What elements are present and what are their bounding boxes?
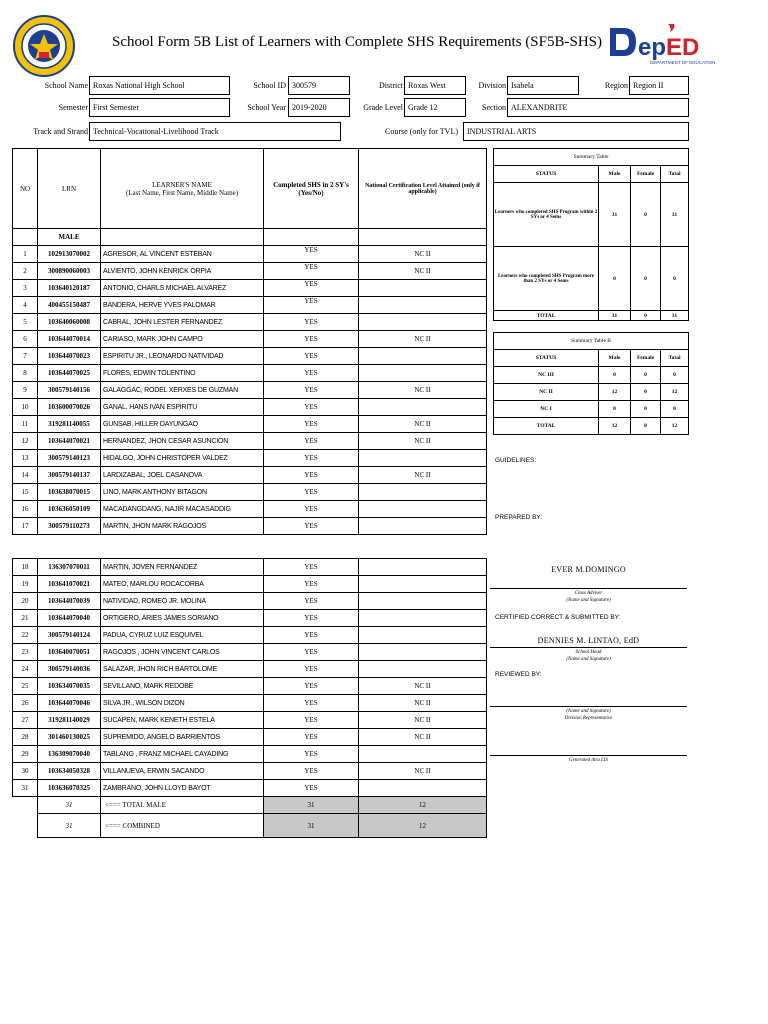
row-learner-name: ZAMBRANO, JOHN LLOYD BAYOT xyxy=(101,780,264,797)
col-name-line1: LEARNER'S NAME xyxy=(152,180,212,189)
row-completed: YES xyxy=(264,780,359,797)
row-learner-name: SALAZAR, JHON RICH BARTOLOME xyxy=(101,661,264,678)
row-lrn: 300579140156 xyxy=(38,382,101,399)
row-nc-level: NC II xyxy=(359,678,487,695)
table-row xyxy=(13,780,487,797)
summary-b-status-header: STATUS xyxy=(494,350,599,367)
division-field: Isabela xyxy=(507,76,579,95)
row-nc-level: NC II xyxy=(359,729,487,746)
guidelines-label: GUIDELINES: xyxy=(495,457,537,464)
table-row xyxy=(13,297,487,314)
row-completed: YES xyxy=(264,518,359,535)
school-head-sub: (Name and Signature) xyxy=(566,657,611,662)
row-completed: YES xyxy=(264,348,359,365)
row-nc-level: NC II xyxy=(359,246,487,263)
summary-a-row-male: 31 xyxy=(599,183,631,247)
table-row xyxy=(13,501,487,518)
table-row xyxy=(13,331,487,348)
section-label: Section xyxy=(482,103,506,112)
svg-text:ep: ep xyxy=(638,34,667,61)
row-no: 4 xyxy=(13,297,38,314)
row-learner-name: ANTONIO, CHARLS MICHAEL ALVAREZ xyxy=(101,280,264,297)
row-completed: YES xyxy=(264,678,359,695)
row-completed: YES xyxy=(264,484,359,501)
row-lrn: 103644070046 xyxy=(38,695,101,712)
row-nc-level xyxy=(359,576,487,593)
row-nc-level xyxy=(359,399,487,416)
row-nc-level xyxy=(359,593,487,610)
row-no: 16 xyxy=(13,501,38,518)
table-row xyxy=(13,467,487,484)
school-year-field: 2019-2020 xyxy=(288,98,350,117)
row-completed: YES xyxy=(264,593,359,610)
row-nc-level xyxy=(359,280,487,297)
summary-b-male-header: Male xyxy=(599,350,631,367)
certified-label: CERTIFIED CORRECT & SUBMITTED BY: xyxy=(495,614,621,621)
row-nc-level xyxy=(359,627,487,644)
table-row xyxy=(13,399,487,416)
summary-b-row-male: 0 xyxy=(599,401,631,418)
combined-label: <=== COMBINED xyxy=(101,814,264,838)
table-row xyxy=(13,263,487,280)
row-completed: YES xyxy=(264,610,359,627)
row-no: 6 xyxy=(13,331,38,348)
summary-table-a xyxy=(493,148,689,321)
row-nc-level xyxy=(359,348,487,365)
row-no: 13 xyxy=(13,450,38,467)
row-nc-level: NC II xyxy=(359,416,487,433)
row-learner-name: HERNANDEZ, JHON CESAR ASUNCION xyxy=(101,433,264,450)
deped-logo-icon xyxy=(606,22,716,66)
row-learner-name: HIDALGO, JOHN CHRISTOPER VALDEZ xyxy=(101,450,264,467)
deped-seal-icon xyxy=(12,14,76,78)
row-completed: YES xyxy=(264,331,359,348)
row-lrn: 103644070040 xyxy=(38,610,101,627)
row-no: 17 xyxy=(13,518,38,535)
course-field: INDUSTRIAL ARTS xyxy=(463,122,689,141)
row-completed: YES xyxy=(264,695,359,712)
row-lrn: 319281140029 xyxy=(38,712,101,729)
row-lrn: 319281140055 xyxy=(38,416,101,433)
school-year-label: School Year xyxy=(247,103,286,112)
school-id-field: 300579 xyxy=(288,76,350,95)
row-completed: YES xyxy=(264,467,359,484)
row-nc-level xyxy=(359,365,487,382)
grade-level-field: Grade 12 xyxy=(404,98,466,117)
row-learner-name: AGRESOR, AL VINCENT ESTEBAN xyxy=(101,246,264,263)
row-learner-name: TABLANG , FRANZ MICHAEL CAYADING xyxy=(101,746,264,763)
row-completed: YES xyxy=(264,399,359,416)
row-no: 10 xyxy=(13,399,38,416)
row-learner-name: LINO, MARK ANTHONY BITAGON xyxy=(101,484,264,501)
school-name-label: School Name xyxy=(44,81,88,90)
division-rep-signature-line xyxy=(490,706,687,707)
semester-field: First Semester xyxy=(89,98,230,117)
table-row xyxy=(13,484,487,501)
row-learner-name: CARIASO, MARK JOHN CAMPO xyxy=(101,331,264,348)
row-no: 21 xyxy=(13,610,38,627)
learners-table xyxy=(12,148,487,535)
summary-a-row-female: 0 xyxy=(631,183,661,247)
row-lrn: 103638070015 xyxy=(38,484,101,501)
row-nc-level xyxy=(359,559,487,576)
row-lrn: 102913070002 xyxy=(38,246,101,263)
summary-table-b xyxy=(493,332,689,435)
table-row xyxy=(13,314,487,331)
adviser-signature-line xyxy=(490,588,687,589)
table-row xyxy=(13,348,487,365)
row-lrn: 136309070040 xyxy=(38,746,101,763)
row-no: 20 xyxy=(13,593,38,610)
row-lrn: 103644070025 xyxy=(38,365,101,382)
row-no: 27 xyxy=(13,712,38,729)
row-no: 1 xyxy=(13,246,38,263)
school-head-signature-line xyxy=(490,647,687,648)
division-rep-role: Division Representative xyxy=(564,716,613,721)
district-field: Roxas West xyxy=(404,76,466,95)
row-lrn: 103640120187 xyxy=(38,280,101,297)
row-no: 12 xyxy=(13,433,38,450)
summary-a-total-label: TOTAL xyxy=(494,311,599,321)
region-field: Region II xyxy=(629,76,689,95)
row-completed: YES xyxy=(264,382,359,399)
row-learner-name: MARTIN, JHON MARK RAGOJOS xyxy=(101,518,264,535)
semester-label: Semester xyxy=(58,103,88,112)
row-nc-level xyxy=(359,297,487,314)
row-lrn: 103640070051 xyxy=(38,644,101,661)
page-title: School Form 5B List of Learners with Complete SHS Requirements (SF5B-SHS) xyxy=(112,34,602,50)
district-label: District xyxy=(379,81,403,90)
row-nc-level: NC II xyxy=(359,263,487,280)
row-nc-level xyxy=(359,518,487,535)
row-lrn: 300579140137 xyxy=(38,467,101,484)
row-learner-name: MATEO, MARLOU ROCACORBA xyxy=(101,576,264,593)
division-label: Division xyxy=(478,81,506,90)
track-label: Track and Strand xyxy=(33,127,88,136)
row-nc-level xyxy=(359,661,487,678)
row-completed: YES xyxy=(264,576,359,593)
row-learner-name: SUPREMIDO, ANGELO BARRIENTOS xyxy=(101,729,264,746)
summary-b-female-header: Female xyxy=(631,350,661,367)
table-row xyxy=(13,627,487,644)
table-row xyxy=(13,712,487,729)
row-nc-level xyxy=(359,314,487,331)
row-no: 5 xyxy=(13,314,38,331)
male-label: MALE xyxy=(38,229,101,246)
row-lrn: 103644070023 xyxy=(38,348,101,365)
summary-b-row-status: NC III xyxy=(494,367,599,384)
table-row xyxy=(13,593,487,610)
row-learner-name: LARDIZABAL, JOEL CASANOVA xyxy=(101,467,264,484)
row-lrn: 400455150487 xyxy=(38,297,101,314)
row-nc-level xyxy=(359,644,487,661)
row-no: 14 xyxy=(13,467,38,484)
summary-a-row-total: 31 xyxy=(661,183,689,247)
row-completed: YES xyxy=(264,416,359,433)
table-row xyxy=(13,678,487,695)
row-learner-name: BANDERA, HERVE YVES PALOMAR xyxy=(101,297,264,314)
table-row xyxy=(13,365,487,382)
summary-a-row-total: 0 xyxy=(661,247,689,311)
row-lrn: 103636070325 xyxy=(38,780,101,797)
row-completed: YES xyxy=(264,433,359,450)
summary-a-female-header: Female xyxy=(631,166,661,183)
row-lrn: 103600070026 xyxy=(38,399,101,416)
row-completed: YES xyxy=(264,450,359,467)
row-lrn: 103641070021 xyxy=(38,576,101,593)
row-learner-name: GALAGGAC, RODEL XERXES DE GUZMAN xyxy=(101,382,264,399)
summary-a-title: Summary Table xyxy=(494,149,689,166)
row-nc-level xyxy=(359,501,487,518)
row-no: 25 xyxy=(13,678,38,695)
region-label: Region xyxy=(604,81,628,90)
table-row xyxy=(13,450,487,467)
row-no: 3 xyxy=(13,280,38,297)
school-head-role: School Head xyxy=(575,650,602,655)
row-completed: YES xyxy=(264,297,359,314)
col-name-line2: (Last Name, First Name, Middle Name) xyxy=(125,188,239,197)
summary-b-total-male: 12 xyxy=(599,418,631,435)
summary-b-row-male: 12 xyxy=(599,384,631,401)
row-no: 31 xyxy=(13,780,38,797)
svg-text:DEPARTMENT OF EDUCATION: DEPARTMENT OF EDUCATION xyxy=(650,60,716,65)
row-learner-name: MACADANGDANG, NAJIR MACASADDIG xyxy=(101,501,264,518)
combined-index: 31 xyxy=(38,814,101,838)
row-no: 28 xyxy=(13,729,38,746)
row-lrn: 103644070014 xyxy=(38,331,101,348)
row-nc-level: NC II xyxy=(359,763,487,780)
summary-a-row-status: Learners who completed SHS Program more than 2 SYs or 4 Sems xyxy=(494,247,599,311)
table-row xyxy=(13,382,487,399)
row-nc-level: NC II xyxy=(359,382,487,399)
row-lrn: 300579140124 xyxy=(38,627,101,644)
row-nc-level: NC II xyxy=(359,331,487,348)
row-learner-name: GUNSAB, HILLER DAYUNGAO xyxy=(101,416,264,433)
summary-b-row-female: 0 xyxy=(631,384,661,401)
track-field: Technical-Vocational-Livelihood Track xyxy=(89,122,341,141)
row-lrn: 103634050328 xyxy=(38,763,101,780)
row-no: 26 xyxy=(13,695,38,712)
summary-a-male-header: Male xyxy=(599,166,631,183)
generated-note: Generated thru LIS xyxy=(569,758,608,763)
summary-a-row-female: 0 xyxy=(631,247,661,311)
table-row xyxy=(13,518,487,535)
col-name-header xyxy=(101,149,264,229)
row-completed: YES xyxy=(264,712,359,729)
row-lrn: 136307070011 xyxy=(38,559,101,576)
row-nc-level xyxy=(359,450,487,467)
row-nc-level xyxy=(359,484,487,501)
row-completed: YES xyxy=(264,729,359,746)
section-field: ALEXANDRITE xyxy=(507,98,689,117)
row-completed: YES xyxy=(264,246,359,263)
row-learner-name: CABRAL, JOHN LESTER FERNANDEZ xyxy=(101,314,264,331)
summary-a-total-header: Total xyxy=(661,166,689,183)
total-male-index: 31 xyxy=(38,797,101,814)
row-learner-name: ESPIRITU JR., LEONARDO NATIVIDAD xyxy=(101,348,264,365)
row-lrn: 103644070021 xyxy=(38,433,101,450)
row-learner-name: ALVIENTO, JOHN KENRICK ORPIA xyxy=(101,263,264,280)
table-row xyxy=(13,246,487,263)
row-completed: YES xyxy=(264,501,359,518)
row-no: 2 xyxy=(13,263,38,280)
table-row xyxy=(13,416,487,433)
row-learner-name: GANAL, HANS IVAN ESPIRITU xyxy=(101,399,264,416)
row-no: 29 xyxy=(13,746,38,763)
row-lrn: 301460130025 xyxy=(38,729,101,746)
summary-b-title: Summary Table B xyxy=(494,333,689,350)
row-learner-name: NATIVIDAD, ROMEO JR. MOLINA xyxy=(101,593,264,610)
school-id-label: School ID xyxy=(253,81,286,90)
row-lrn: 300579140123 xyxy=(38,450,101,467)
reviewed-by-label: REVIEWED BY: xyxy=(495,671,542,678)
row-nc-level: NC II xyxy=(359,712,487,729)
row-learner-name: MARTIN, JOVEN FERNANDEZ xyxy=(101,559,264,576)
summary-a-status-header: STATUS xyxy=(494,166,599,183)
table-row xyxy=(13,729,487,746)
summary-b-total-female: 0 xyxy=(631,418,661,435)
row-no: 30 xyxy=(13,763,38,780)
col-lrn-header: LRN xyxy=(38,149,101,229)
learners-table-continued xyxy=(12,558,487,838)
row-nc-level xyxy=(359,610,487,627)
row-no: 18 xyxy=(13,559,38,576)
row-completed: YES xyxy=(264,280,359,297)
summary-b-row-total: 0 xyxy=(661,367,689,384)
generated-line xyxy=(490,755,687,756)
total-male-label: <=== TOTAL MALE xyxy=(101,797,264,814)
row-lrn: 103640060008 xyxy=(38,314,101,331)
row-learner-name: PADUA, CYRUZ LUIZ ESQUIVEL xyxy=(101,627,264,644)
row-nc-level xyxy=(359,780,487,797)
summary-b-row-male: 0 xyxy=(599,367,631,384)
summary-b-row-female: 0 xyxy=(631,367,661,384)
summary-a-total-male: 31 xyxy=(599,311,631,321)
row-no: 22 xyxy=(13,627,38,644)
grade-level-label: Grade Level xyxy=(363,103,403,112)
table-row xyxy=(13,610,487,627)
row-nc-level: NC II xyxy=(359,695,487,712)
summary-a-total-total: 31 xyxy=(661,311,689,321)
row-completed: YES xyxy=(264,365,359,382)
row-learner-name: ORTIGERO, ARIES JAMES SORIANO xyxy=(101,610,264,627)
row-completed: YES xyxy=(264,763,359,780)
row-no: 23 xyxy=(13,644,38,661)
table-row xyxy=(13,280,487,297)
row-no: 7 xyxy=(13,348,38,365)
row-completed: YES xyxy=(264,627,359,644)
table-row xyxy=(13,576,487,593)
row-completed: YES xyxy=(264,263,359,280)
row-no: 15 xyxy=(13,484,38,501)
summary-b-total-label: TOTAL xyxy=(494,418,599,435)
row-learner-name: FLORES, EDWIN TOLENTINO xyxy=(101,365,264,382)
adviser-role: Class Adviser xyxy=(574,591,603,596)
row-lrn: 103644070039 xyxy=(38,593,101,610)
row-learner-name: SUCAPEN, MARK KENETH ESTELA xyxy=(101,712,264,729)
table-row xyxy=(13,433,487,450)
row-completed: YES xyxy=(264,314,359,331)
row-no: 8 xyxy=(13,365,38,382)
row-completed: YES xyxy=(264,746,359,763)
row-learner-name: RAGOJOS , JOHN VINCENT CARLOS xyxy=(101,644,264,661)
row-no: 24 xyxy=(13,661,38,678)
svg-text:ED: ED xyxy=(666,34,700,61)
row-lrn: 300579110273 xyxy=(38,518,101,535)
col-completed-header: Completed SHS in 2 SY's (Yes/No) xyxy=(264,149,359,229)
table-row xyxy=(13,695,487,712)
row-no: 19 xyxy=(13,576,38,593)
row-lrn: 103634070035 xyxy=(38,678,101,695)
adviser-sub: (Name and Signature) xyxy=(566,598,611,603)
table-row xyxy=(13,644,487,661)
course-label: Course (only for TVL) xyxy=(385,127,458,136)
summary-b-row-total: 0 xyxy=(661,401,689,418)
adviser-name: EVER M.DOMINGO xyxy=(551,565,626,574)
row-nc-level: NC II xyxy=(359,433,487,450)
summary-b-row-female: 0 xyxy=(631,401,661,418)
summary-b-total-header: Total xyxy=(661,350,689,367)
total-male-completed: 31 xyxy=(264,797,359,814)
row-learner-name: VILLANUEVA, ERWIN SACANDO xyxy=(101,763,264,780)
total-male-nc: 12 xyxy=(359,797,487,814)
summary-b-row-status: NC II xyxy=(494,384,599,401)
summary-a-total-female: 0 xyxy=(631,311,661,321)
row-nc-level xyxy=(359,746,487,763)
prepared-by-label: PREPARED BY: xyxy=(495,514,543,521)
table-row xyxy=(13,763,487,780)
row-completed: YES xyxy=(264,661,359,678)
table-row xyxy=(13,746,487,763)
row-no: 11 xyxy=(13,416,38,433)
summary-b-row-total: 12 xyxy=(661,384,689,401)
row-completed: YES xyxy=(264,559,359,576)
row-no: 9 xyxy=(13,382,38,399)
summary-a-row-male: 0 xyxy=(599,247,631,311)
table-row xyxy=(13,559,487,576)
summary-a-row-status: Learners who completed SHS Program within 2 SYs or 4 Sems xyxy=(494,183,599,247)
school-name-field: Roxas National High School xyxy=(89,76,230,95)
col-nc-header: National Certification Level Attained (only if applicable) xyxy=(359,149,487,229)
row-learner-name: SEVILLANO, MARK REDOBE xyxy=(101,678,264,695)
row-lrn: 103636050109 xyxy=(38,501,101,518)
row-learner-name: SILVA JR., WILSON DIZON xyxy=(101,695,264,712)
summary-b-row-status: NC I xyxy=(494,401,599,418)
row-nc-level: NC II xyxy=(359,467,487,484)
table-row xyxy=(13,661,487,678)
combined-completed: 31 xyxy=(264,814,359,838)
combined-nc: 12 xyxy=(359,814,487,838)
row-lrn: 300890060003 xyxy=(38,263,101,280)
division-rep-sub: (Name and Signature) xyxy=(566,709,611,714)
summary-b-total-total: 12 xyxy=(661,418,689,435)
row-completed: YES xyxy=(264,644,359,661)
row-lrn: 300579140036 xyxy=(38,661,101,678)
col-no-header: NO xyxy=(13,149,38,229)
school-head-name: DENNIES M. LINTAO, EdD xyxy=(537,636,640,645)
